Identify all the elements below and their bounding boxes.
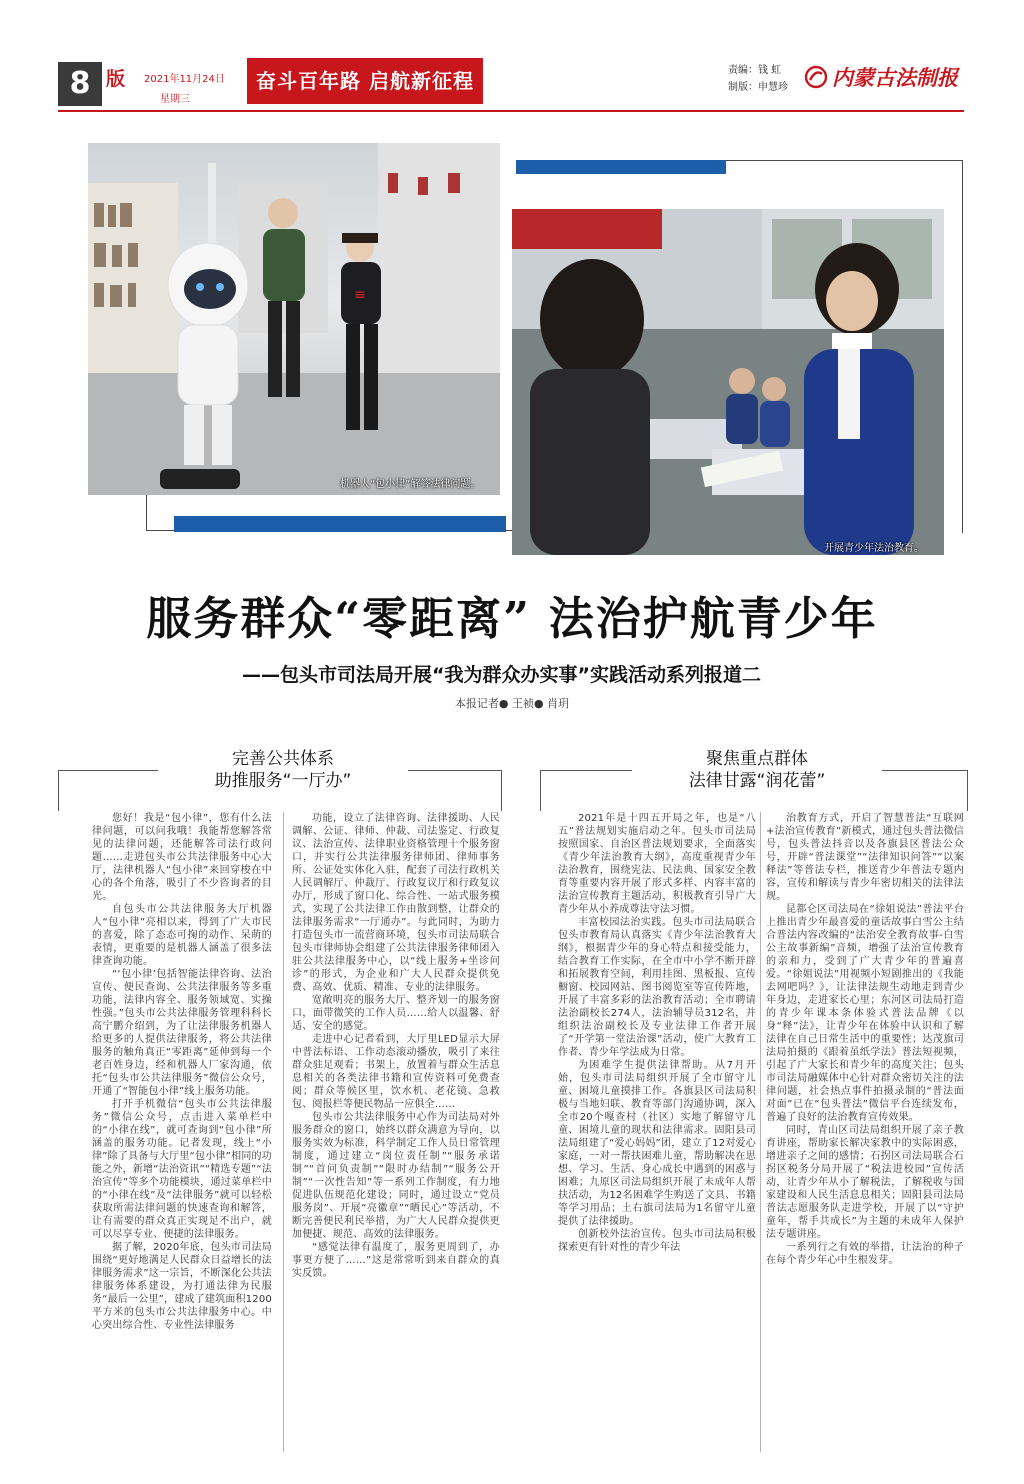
paragraph: 自包头市公共法律服务大厅机器人“包小律”亮相以来，得到了广大市民的喜爱，除了态态可掬的动作、呆萌的表情，更重要的是机器人涵盖了很多法律查询功能。 xyxy=(92,904,272,967)
classroom-photo xyxy=(512,209,944,555)
paragraph: 一系列行之有效的举措，让法治的种子在每个青少年心中生根发芽。 xyxy=(766,1242,964,1266)
paragraph: 治教育方式，开启了智慧普法“互联网+法治宣传教育”新模式，通过包头普法微信号，包头普法抖音以及各旗县区普法公众号，开辟“普法课堂”“法律知识问答”“以案释法”等普法专栏，推送青少年普法专题内容，宣传和解读与青少年密切相关的法律法规。 xyxy=(766,813,964,902)
newspaper-brand xyxy=(804,62,958,92)
section1-heading-line1: 完善公共体系 xyxy=(232,749,334,769)
editor-line: 责编：钱 虹 xyxy=(728,65,782,76)
column-slogan: 奋斗百年路 启航新征程 xyxy=(247,58,483,104)
decor-bar-left xyxy=(174,516,506,532)
paragraph: 创新校外法治宣传。包头市司法局积极探索更有针对性的青少年法 xyxy=(558,1229,756,1253)
section1-heading xyxy=(158,748,408,792)
left-photo-caption: 机器人“包小律”解答法律问题。 xyxy=(340,479,481,490)
layout-editor-line: 制版：申慧珍 xyxy=(728,82,788,93)
paragraph: 打开手机微信“包头市公共法律服务”微信公众号，点击进入菜单栏中的“小律在线”，就可查询到“包小律”所涵盖的服务功能。记者发现，线上“小律”除了具备与大厅里“包小律”相同的功能之外，新增“法治资讯”“精选专题”“法治宣传”等多个功能模块，通过菜单栏中的“小律在线”及“法律服务”就可以轻松获取所需法律问题的快速查询和解答，让有需要的群众真正实现足不出户，就可以尽享专业、便捷的法律服务。 xyxy=(92,1099,272,1240)
section1-column2 xyxy=(292,812,500,1454)
article-subtitle: ——包头市司法局开展“我为群众办实事”实践活动系列报道二 xyxy=(242,664,761,686)
section1-column1 xyxy=(92,812,272,1454)
article-headline: 服务群众“零距离” 法治护航青少年 xyxy=(146,592,878,645)
paragraph: 据了解，2020年底，包头市司法局围绕“更好地满足人民群众日益增长的法律服务需求”这一宗旨，不断深化公共法律服务体系建设，为打通法律为民服务“最后一公里”，建成了建筑面积1200平方米的包头市公共法律服务中心。中心突出综合性、专业性法律服务 xyxy=(92,1242,272,1331)
paragraph: 丰富校园法治实践。包头市司法局联合包头市教育局认真落实《青少年法治教育大纲》，根据青少年的身心特点和接受能力，结合教育工作实际，在全市中小学不断开辟和拓展教育空间，利用挂图、黑板报、宣传橱窗、校园网站、图书阅览室等宣传阵地，开展了丰富多彩的法治教育活动；全市聘请法治副校长274人，法治辅导员312名，并组织法治副校长及专业法律工作者开展了“开学第一堂法治课”活动，使广大教育工作者、青少年学法成为日常。 xyxy=(558,917,756,1058)
column-divider xyxy=(760,812,761,1452)
paragraph: “感觉法律有温度了，服务更周到了，办事更方便了……”这是常常听到来自群众的真实反馈。 xyxy=(292,1242,500,1279)
section1-heading-line2: 助推服务“一厅办” xyxy=(214,771,352,791)
robot-photo xyxy=(88,143,500,495)
paragraph: 包头市公共法律服务中心作为司法局对外服务群众的窗口，始终以群众满意为导向，以服务实效为标准，科学制定工作人员日常管理制度，通过建立“岗位责任制”“服务承诺制”“首问负责制”“限时办结制”“服务公开制”“一次性告知”等一系列工作制度，有力地促进队伍规范化建设；同时，通过设立“党员服务岗”、开展“亮徽章”“晒民心”等活动，不断完善便民利民举措，为广大人民群众提供更加便捷、规范、高效的法律服务。 xyxy=(292,1112,500,1240)
classroom-scene-image xyxy=(512,209,944,555)
section2-heading xyxy=(632,748,882,792)
section2-heading-line1: 聚焦重点群体 xyxy=(706,749,808,769)
newspaper-name: 内蒙古法制报 xyxy=(832,65,958,90)
paragraph: 宽敞明亮的服务大厅、整齐划一的服务窗口，面带微笑的工作人员……给人以温馨、舒适、安全的感觉。 xyxy=(292,995,500,1032)
decor-bar-right xyxy=(516,160,726,174)
paragraph: 功能，设立了法律咨询、法律援助、人民调解、公证、律师、仲裁、司法鉴定、行政复议、法治宣传、法律职业资格管理十个服务窗口，并实行公共法律服务律师团、律师事务所、公证处实体化入驻，配套了司法行政机关人民调解厅、仲裁厅、行政复议厅和行政复议办厅，形成了窗口化、综合性、一站式服务模式，实现了公共法律工作由散到整，让群众的法律服务需求“一厅通办”。与此同时，为助力打造包头市一流营商环境，包头市司法局联合包头市律师协会组建了公共法律服务律师团入驻公共法律服务中心，以“线上服务+坐诊问诊”的形式，为企业和广大人民群众提供免费、高效、优质、精准、专业的法律服务。 xyxy=(292,813,500,993)
svg-text:≡: ≡ xyxy=(354,287,366,303)
editor-credits xyxy=(728,62,788,96)
issue-date: 2021年11月24日 xyxy=(144,74,225,85)
issue-weekday: 星期三 xyxy=(160,94,190,105)
paragraph: 走进中心记者看到，大厅里LED显示大屏中普法标语、工作动态滚动播放，吸引了来往群众驻足观看；书架上，放置着与群众生活息息相关的各类法律书籍和宣传资料可免费查阅；群众等候区里，饮水机、老花镜、急救包、阅报栏等便民物品一应俱全…… xyxy=(292,1034,500,1110)
paragraph: 2021年是十四五开局之年，也是“八五”普法规划实施启动之年。包头市司法局按照国家、自治区普法规划要求，全面落实《青少年法治教育大纲》，高度重视青少年法治教育，围绕宪法、民法典、国家安全教育等重要内容开展了形式多样、内容丰富的法治宣传教育主题活动，积极教育引导广大青少年从小养成尊法守法习惯。 xyxy=(558,813,756,915)
section2-column2 xyxy=(766,812,964,1454)
robot-scene-image xyxy=(88,143,500,495)
newspaper-logo-icon xyxy=(804,65,828,89)
section2-heading-line2: 法律甘露“润花蕾” xyxy=(688,771,826,791)
paragraph: 为困难学生提供法律帮助。从7月开始，包头市司法局组织开展了全市留守儿童、困境儿童摸排工作。各旗县区司法局积极与当地妇联、教育等部门沟通协调，深入全市20个嘎查村（社区）实地了解留守儿童、困境儿童的现状和法律需求。固阳县司法局组建了“爱心妈妈”团，建立了12对爱心家庭，一对一帮扶困难儿童，帮助解决在思想、学习、生活、身心成长中遇到的困惑与困难；九原区司法局组织开展了未成年人帮扶活动，为12名困难学生购送了文具、书籍等学习用品；土右旗司法局为1名留守儿童提供了法律援助。 xyxy=(558,1060,756,1227)
masthead-rule xyxy=(58,110,964,112)
right-photo-caption: 开展青少年法治教育。 xyxy=(824,543,924,554)
paragraph: 您好！我是“包小律”，您有什么法律问题，可以问我哦！我能帮您解答常见的法律问题，还能解答司法行政问题……走进包头市公共法律服务中心大厅，法律机器人“包小律”来回穿梭在中心的各个角落，吸引了不少咨询者的目光。 xyxy=(92,813,272,902)
paragraph: 昆都仑区司法局在“徐姐说法”普法平台上推出青少年最喜爱的童话故事白雪公主结合普法内容改编的“法治安全教育故事-白雪公主故事新编”音频，增强了法治宣传教育的亲和力，受到了广大青少年的普遍喜爱。“徐姐说法”用视频小短剧推出的《我能去网吧吗？》，让法律法规生动地走到青少年身边，走进家长心里；东河区司法局打造的青少年课本条体验式普法品牌《以身“释”法》，让青少年在体验中认识和了解法律在自己日常生活中的重要性；达茂旗司法局拍摄的《跟着虽纸学法》普法短视频，引起了广大家长和青少年的高度关注；包头市司法局融媒体中心针对群众密切关注的法律问题，社会热点事件拍摄录制的“普法面对面”已在“包头普法”微信平台连续发布，普遍了良好的法治教育宣传效果。 xyxy=(766,904,964,1123)
article-byline: 本报记者● 王祯● 肖玥 xyxy=(454,697,570,710)
section2-column1 xyxy=(558,812,756,1454)
page-label: 版 xyxy=(106,68,126,90)
page-number: 8 xyxy=(58,62,102,106)
paragraph: “‘包小律’包括智能法律咨询、法治宣传、便民查询、公共法律服务等多重功能，法律内容全、服务领域宽、实操性强。”包头市公共法律服务管理科科长高宁鹏介绍到，为了让法律服务机器人给更多的人提供法律服务，将公共法律服务的触角真正“零距离”延伸到每一个老百姓身边，经和机器人厂家沟通，依托“包头市公共法律服务”微信公众号，开通了“智能包小律”线上服务功能。 xyxy=(92,969,272,1097)
column-divider xyxy=(283,812,284,1452)
paragraph: 同时，青山区司法局组织开展了亲子教育讲座，帮助家长解决家教中的实际困惑，增进亲子之间的感情；石拐区司法局联合石拐区税务分局开展了“税法进校园”宣传活动，让青少年从小了解税法，了解税收与国家建设和人民生活息息相关；固阳县司法局普法志愿服务队走进学校，开展了以“守护童年，帮手共成长”为主题的未成年人保护法专题讲座。 xyxy=(766,1125,964,1240)
